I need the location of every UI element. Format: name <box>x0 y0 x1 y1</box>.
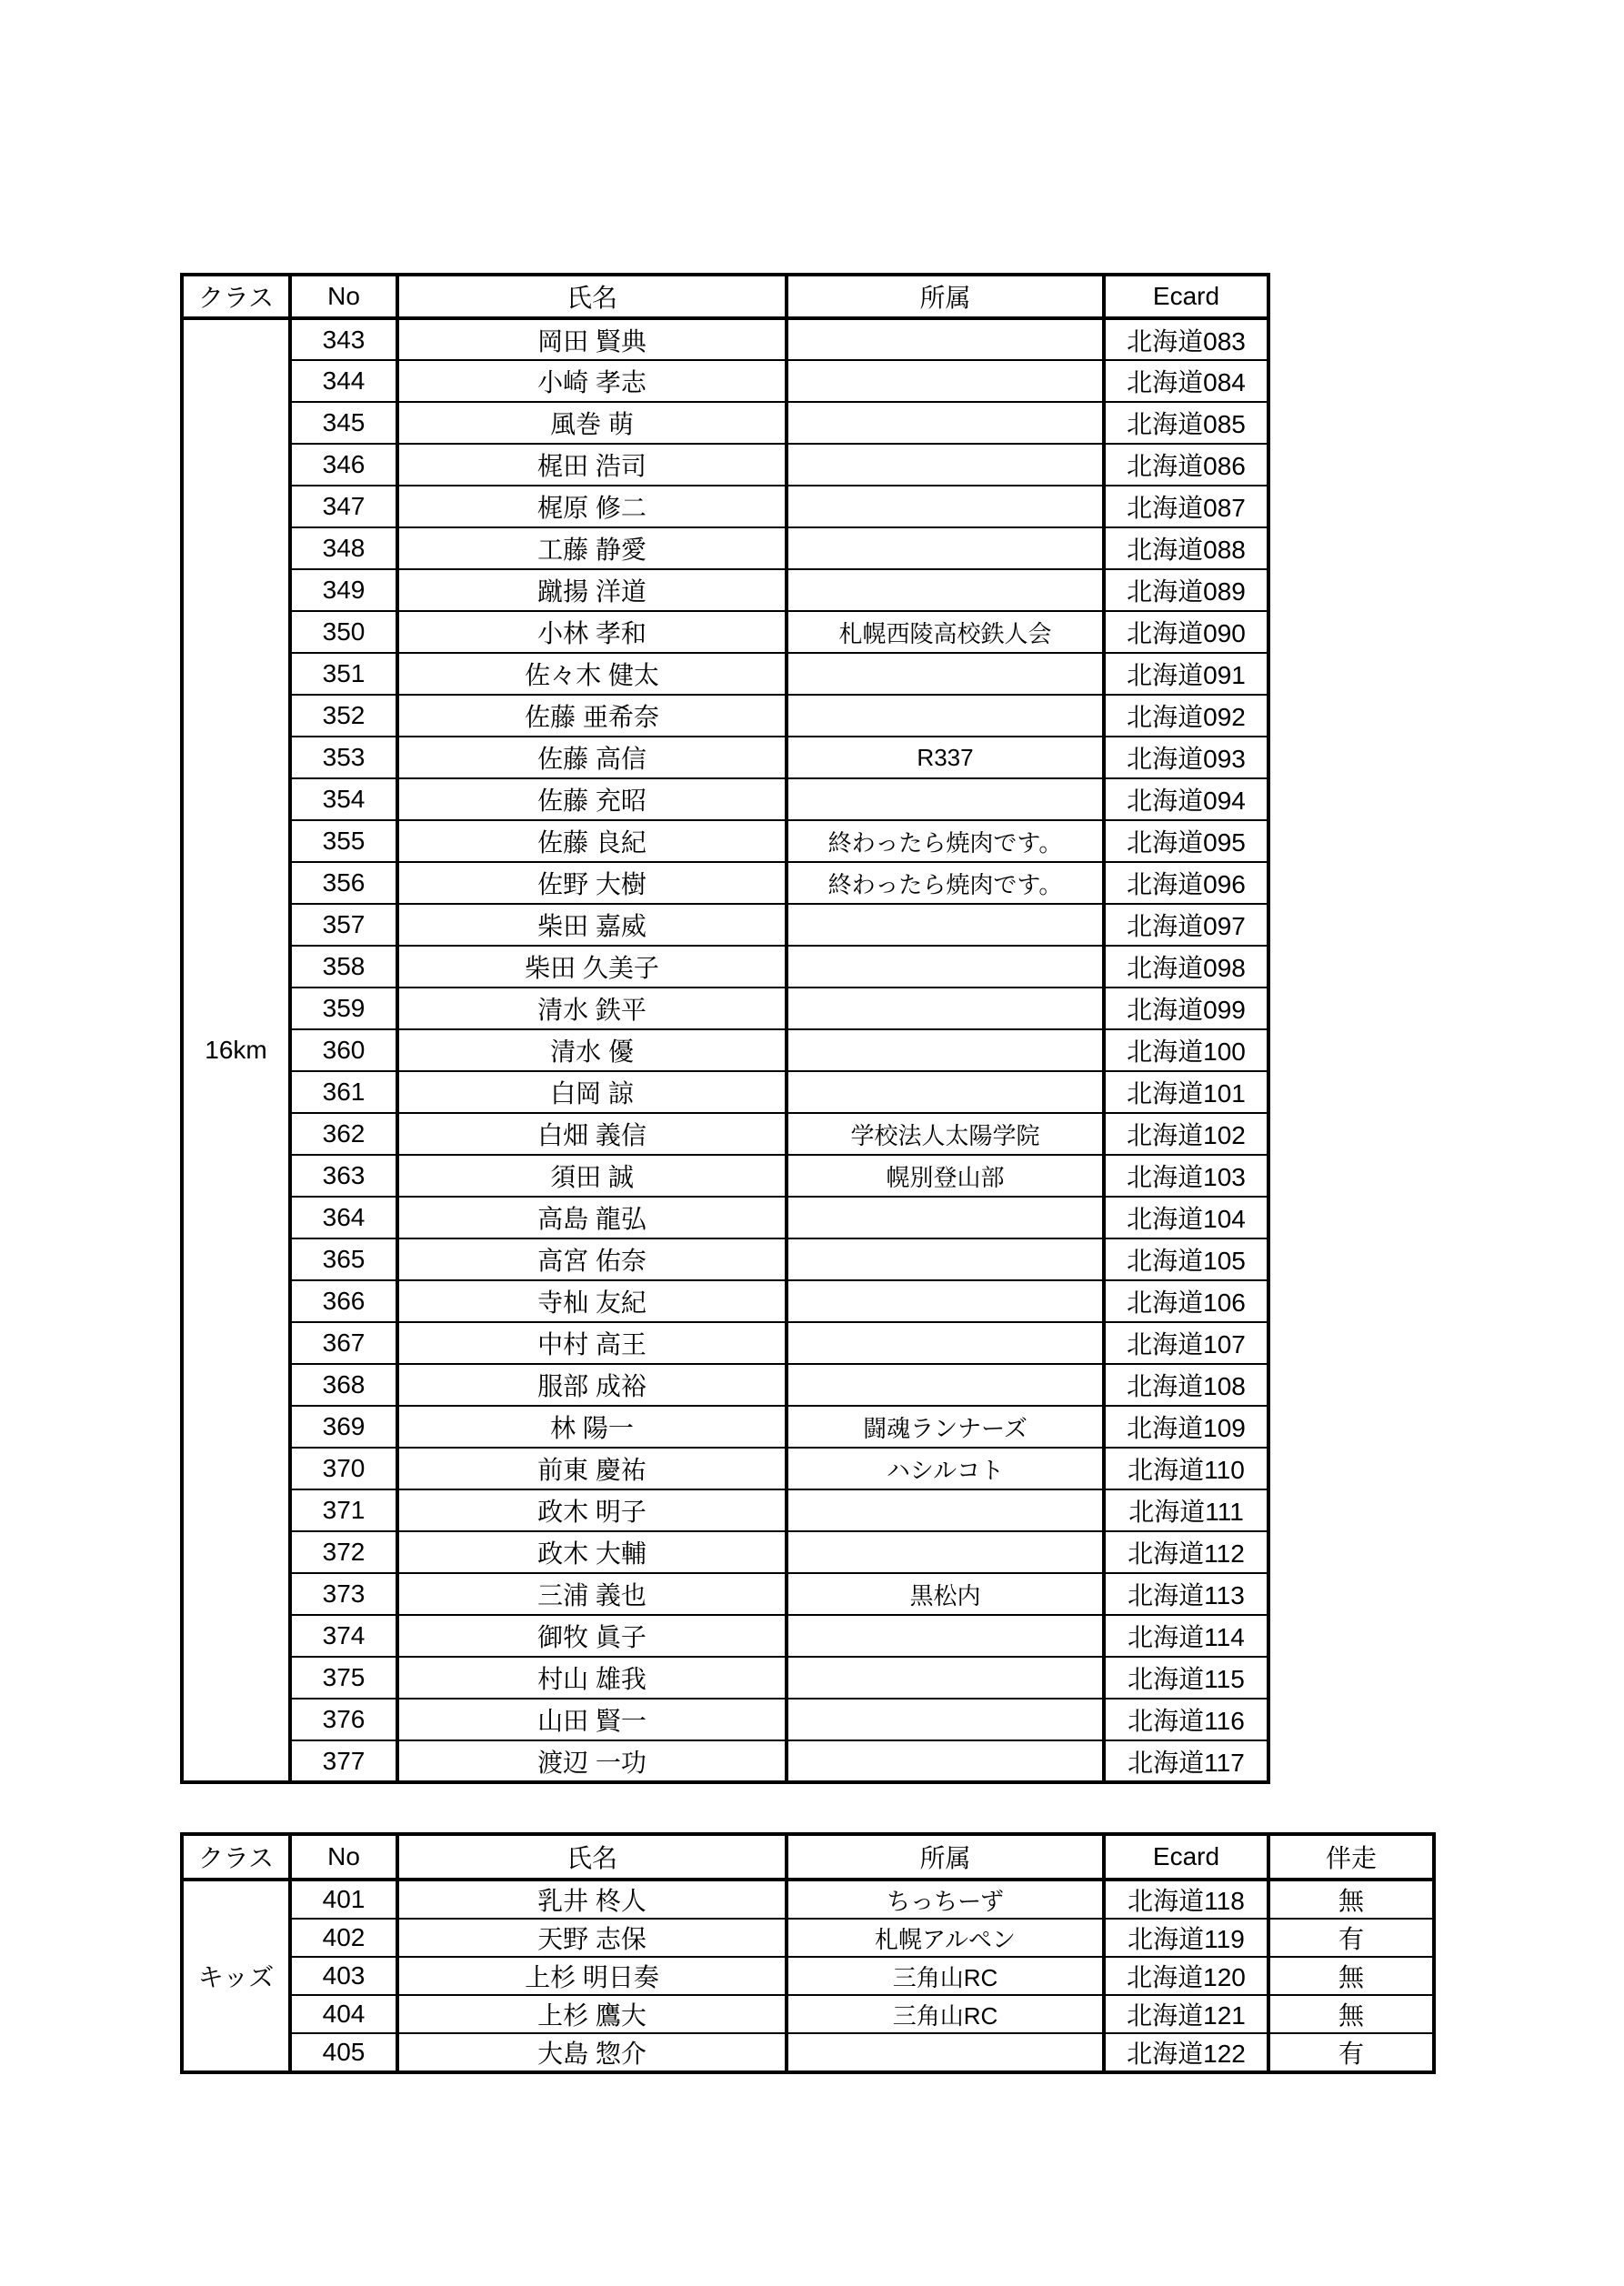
affiliation-cell <box>787 1531 1104 1573</box>
affiliation-cell: 学校法人太陽学院 <box>787 1113 1104 1155</box>
class-cell: キッズ <box>182 1880 290 2072</box>
ecard-cell: 北海道103 <box>1104 1155 1268 1197</box>
ecard-cell: 北海道105 <box>1104 1238 1268 1280</box>
affiliation-cell: ハシルコト <box>787 1448 1104 1489</box>
name-cell: 山田 賢一 <box>397 1699 787 1740</box>
no-cell: 360 <box>290 1029 397 1071</box>
no-cell: 359 <box>290 988 397 1029</box>
name-cell: 上杉 明日奏 <box>397 1957 787 1995</box>
affiliation-cell: 終わったら焼肉です。 <box>787 862 1104 904</box>
no-cell: 353 <box>290 737 397 778</box>
affiliation-cell <box>787 653 1104 695</box>
no-cell: 374 <box>290 1615 397 1657</box>
ecard-cell: 北海道092 <box>1104 695 1268 737</box>
table-row <box>182 2033 1434 2072</box>
affiliation-cell <box>787 1071 1104 1113</box>
no-cell: 349 <box>290 569 397 611</box>
ecard-cell: 北海道099 <box>1104 988 1268 1029</box>
table-row <box>182 1699 1268 1740</box>
name-cell: 小林 孝和 <box>397 611 787 653</box>
affiliation-cell <box>787 988 1104 1029</box>
ecard-cell: 北海道096 <box>1104 862 1268 904</box>
affiliation-cell: 三角山RC <box>787 1995 1104 2033</box>
column-header: クラス <box>182 1834 290 1880</box>
affiliation-cell: 札幌西陵高校鉄人会 <box>787 611 1104 653</box>
ecard-cell: 北海道111 <box>1104 1489 1268 1531</box>
no-cell: 376 <box>290 1699 397 1740</box>
name-cell: 林 陽一 <box>397 1406 787 1448</box>
ecard-cell: 北海道089 <box>1104 569 1268 611</box>
column-header: クラス <box>182 275 290 318</box>
table-row <box>182 1489 1268 1531</box>
ecard-cell: 北海道113 <box>1104 1573 1268 1615</box>
no-cell: 371 <box>290 1489 397 1531</box>
ecard-cell: 北海道095 <box>1104 820 1268 862</box>
affiliation-cell <box>787 1029 1104 1071</box>
table-row <box>182 1322 1268 1364</box>
name-cell: 佐藤 充昭 <box>397 778 787 820</box>
name-cell: 上杉 鷹大 <box>397 1995 787 2033</box>
no-cell: 357 <box>290 904 397 946</box>
ecard-cell: 北海道093 <box>1104 737 1268 778</box>
table-row <box>182 1197 1268 1238</box>
ecard-cell: 北海道085 <box>1104 402 1268 444</box>
ecard-cell: 北海道084 <box>1104 360 1268 402</box>
affiliation-cell <box>787 1657 1104 1699</box>
ecard-cell: 北海道086 <box>1104 444 1268 486</box>
ecard-cell: 北海道090 <box>1104 611 1268 653</box>
ecard-cell: 北海道118 <box>1104 1880 1268 1919</box>
column-header: 氏名 <box>397 275 787 318</box>
column-header: 氏名 <box>397 1834 787 1880</box>
no-cell: 363 <box>290 1155 397 1197</box>
no-cell: 370 <box>290 1448 397 1489</box>
table-row <box>182 486 1268 527</box>
ecard-cell: 北海道108 <box>1104 1364 1268 1406</box>
ecard-cell: 北海道106 <box>1104 1280 1268 1322</box>
no-cell: 344 <box>290 360 397 402</box>
ecard-cell: 北海道091 <box>1104 653 1268 695</box>
no-cell: 361 <box>290 1071 397 1113</box>
affiliation-cell <box>787 527 1104 569</box>
name-cell: 三浦 義也 <box>397 1573 787 1615</box>
no-cell: 345 <box>290 402 397 444</box>
column-header: 所属 <box>787 1834 1104 1880</box>
no-cell: 362 <box>290 1113 397 1155</box>
ecard-cell: 北海道094 <box>1104 778 1268 820</box>
table-row <box>182 1657 1268 1699</box>
accompany-cell: 有 <box>1268 2033 1434 2072</box>
affiliation-cell <box>787 569 1104 611</box>
header-row <box>182 275 1268 318</box>
ecard-cell: 北海道119 <box>1104 1919 1268 1957</box>
affiliation-cell: 三角山RC <box>787 1957 1104 1995</box>
ecard-cell: 北海道114 <box>1104 1615 1268 1657</box>
table-row <box>182 653 1268 695</box>
name-cell: 清水 優 <box>397 1029 787 1071</box>
ecard-cell: 北海道100 <box>1104 1029 1268 1071</box>
column-header: No <box>290 1834 397 1880</box>
name-cell: 白岡 諒 <box>397 1071 787 1113</box>
affiliation-cell <box>787 695 1104 737</box>
name-cell: 天野 志保 <box>397 1919 787 1957</box>
column-header: 所属 <box>787 275 1104 318</box>
no-cell: 354 <box>290 778 397 820</box>
accompany-cell: 無 <box>1268 1880 1434 1919</box>
affiliation-cell: ちっちーず <box>787 1880 1104 1919</box>
affiliation-cell <box>787 486 1104 527</box>
name-cell: 清水 鉄平 <box>397 988 787 1029</box>
affiliation-cell <box>787 444 1104 486</box>
table-row <box>182 1071 1268 1113</box>
no-cell: 377 <box>290 1740 397 1782</box>
affiliation-cell: 終わったら焼肉です。 <box>787 820 1104 862</box>
no-cell: 358 <box>290 946 397 988</box>
table-row <box>182 1448 1268 1489</box>
table-row <box>182 1113 1268 1155</box>
table-row <box>182 695 1268 737</box>
entry-table-kids <box>180 1832 1436 2074</box>
no-cell: 347 <box>290 486 397 527</box>
table-row <box>182 569 1268 611</box>
ecard-cell: 北海道097 <box>1104 904 1268 946</box>
no-cell: 403 <box>290 1957 397 1995</box>
name-cell: 柴田 久美子 <box>397 946 787 988</box>
table-row <box>182 318 1268 360</box>
class-cell: 16km <box>182 318 290 1782</box>
table-row <box>182 1531 1268 1573</box>
no-cell: 343 <box>290 318 397 360</box>
ecard-cell: 北海道112 <box>1104 1531 1268 1573</box>
no-cell: 401 <box>290 1880 397 1919</box>
table-row <box>182 1406 1268 1448</box>
table-row <box>182 1995 1434 2033</box>
name-cell: 工藤 静愛 <box>397 527 787 569</box>
affiliation-cell <box>787 1238 1104 1280</box>
name-cell: 佐藤 亜希奈 <box>397 695 787 737</box>
no-cell: 404 <box>290 1995 397 2033</box>
affiliation-cell <box>787 1280 1104 1322</box>
affiliation-cell: 幌別登山部 <box>787 1155 1104 1197</box>
no-cell: 352 <box>290 695 397 737</box>
affiliation-cell: 闘魂ランナーズ <box>787 1406 1104 1448</box>
affiliation-cell <box>787 904 1104 946</box>
table-row <box>182 1238 1268 1280</box>
no-cell: 350 <box>290 611 397 653</box>
ecard-cell: 北海道121 <box>1104 1995 1268 2033</box>
accompany-cell: 無 <box>1268 1957 1434 1995</box>
no-cell: 373 <box>290 1573 397 1615</box>
affiliation-cell <box>787 1489 1104 1531</box>
ecard-cell: 北海道098 <box>1104 946 1268 988</box>
ecard-cell: 北海道115 <box>1104 1657 1268 1699</box>
name-cell: 佐野 大樹 <box>397 862 787 904</box>
affiliation-cell <box>787 2033 1104 2072</box>
table-row <box>182 1615 1268 1657</box>
no-cell: 372 <box>290 1531 397 1573</box>
accompany-cell: 無 <box>1268 1995 1434 2033</box>
name-cell: 渡辺 一功 <box>397 1740 787 1782</box>
entry-table-16km <box>180 273 1270 1784</box>
ecard-cell: 北海道109 <box>1104 1406 1268 1448</box>
name-cell: 梶田 浩司 <box>397 444 787 486</box>
name-cell: 佐藤 良紀 <box>397 820 787 862</box>
table-row <box>182 988 1268 1029</box>
no-cell: 402 <box>290 1919 397 1957</box>
affiliation-cell <box>787 318 1104 360</box>
name-cell: 村山 雄我 <box>397 1657 787 1699</box>
name-cell: 政木 大輔 <box>397 1531 787 1573</box>
table-row <box>182 1155 1268 1197</box>
name-cell: 大島 惣介 <box>397 2033 787 2072</box>
name-cell: 政木 明子 <box>397 1489 787 1531</box>
table-row <box>182 1364 1268 1406</box>
ecard-cell: 北海道116 <box>1104 1699 1268 1740</box>
no-cell: 351 <box>290 653 397 695</box>
table-row <box>182 862 1268 904</box>
ecard-cell: 北海道117 <box>1104 1740 1268 1782</box>
name-cell: 岡田 賢典 <box>397 318 787 360</box>
affiliation-cell <box>787 1322 1104 1364</box>
table-row <box>182 360 1268 402</box>
name-cell: 風巻 萌 <box>397 402 787 444</box>
affiliation-cell <box>787 1197 1104 1238</box>
table-row <box>182 904 1268 946</box>
name-cell: 柴田 嘉威 <box>397 904 787 946</box>
table-row <box>182 820 1268 862</box>
no-cell: 356 <box>290 862 397 904</box>
name-cell: 高宮 佑奈 <box>397 1238 787 1280</box>
name-cell: 前東 慶祐 <box>397 1448 787 1489</box>
name-cell: 須田 誠 <box>397 1155 787 1197</box>
affiliation-cell <box>787 778 1104 820</box>
ecard-cell: 北海道101 <box>1104 1071 1268 1113</box>
table-row <box>182 1740 1268 1782</box>
affiliation-cell <box>787 1615 1104 1657</box>
ecard-cell: 北海道120 <box>1104 1957 1268 1995</box>
name-cell: 小崎 孝志 <box>397 360 787 402</box>
affiliation-cell <box>787 946 1104 988</box>
affiliation-cell: R337 <box>787 737 1104 778</box>
table-row <box>182 1280 1268 1322</box>
no-cell: 366 <box>290 1280 397 1322</box>
table-row <box>182 527 1268 569</box>
ecard-cell: 北海道122 <box>1104 2033 1268 2072</box>
table-row <box>182 1957 1434 1995</box>
name-cell: 白畑 義信 <box>397 1113 787 1155</box>
column-header: No <box>290 275 397 318</box>
name-cell: 佐藤 高信 <box>397 737 787 778</box>
table-row <box>182 946 1268 988</box>
no-cell: 375 <box>290 1657 397 1699</box>
name-cell: 乳井 柊人 <box>397 1880 787 1919</box>
ecard-cell: 北海道083 <box>1104 318 1268 360</box>
affiliation-cell: 札幌アルペン <box>787 1919 1104 1957</box>
affiliation-cell <box>787 360 1104 402</box>
affiliation-cell <box>787 402 1104 444</box>
no-cell: 367 <box>290 1322 397 1364</box>
no-cell: 348 <box>290 527 397 569</box>
no-cell: 369 <box>290 1406 397 1448</box>
no-cell: 365 <box>290 1238 397 1280</box>
column-header: 伴走 <box>1268 1834 1434 1880</box>
no-cell: 368 <box>290 1364 397 1406</box>
name-cell: 高島 龍弘 <box>397 1197 787 1238</box>
table-row <box>182 444 1268 486</box>
ecard-cell: 北海道102 <box>1104 1113 1268 1155</box>
affiliation-cell: 黒松内 <box>787 1573 1104 1615</box>
no-cell: 346 <box>290 444 397 486</box>
name-cell: 佐々木 健太 <box>397 653 787 695</box>
name-cell: 梶原 修二 <box>397 486 787 527</box>
table-row <box>182 1029 1268 1071</box>
no-cell: 405 <box>290 2033 397 2072</box>
ecard-cell: 北海道087 <box>1104 486 1268 527</box>
name-cell: 蹴揚 洋道 <box>397 569 787 611</box>
affiliation-cell <box>787 1740 1104 1782</box>
accompany-cell: 有 <box>1268 1919 1434 1957</box>
no-cell: 355 <box>290 820 397 862</box>
no-cell: 364 <box>290 1197 397 1238</box>
table-row <box>182 737 1268 778</box>
ecard-cell: 北海道107 <box>1104 1322 1268 1364</box>
name-cell: 中村 高王 <box>397 1322 787 1364</box>
name-cell: 御牧 眞子 <box>397 1615 787 1657</box>
column-header: Ecard <box>1104 275 1268 318</box>
name-cell: 服部 成裕 <box>397 1364 787 1406</box>
ecard-cell: 北海道110 <box>1104 1448 1268 1489</box>
column-header: Ecard <box>1104 1834 1268 1880</box>
table-row <box>182 611 1268 653</box>
table-row <box>182 778 1268 820</box>
ecard-cell: 北海道088 <box>1104 527 1268 569</box>
table-row <box>182 1573 1268 1615</box>
table-row <box>182 1919 1434 1957</box>
table-row <box>182 402 1268 444</box>
table-row <box>182 1880 1434 1919</box>
affiliation-cell <box>787 1699 1104 1740</box>
affiliation-cell <box>787 1364 1104 1406</box>
name-cell: 寺杣 友紀 <box>397 1280 787 1322</box>
header-row <box>182 1834 1434 1880</box>
ecard-cell: 北海道104 <box>1104 1197 1268 1238</box>
